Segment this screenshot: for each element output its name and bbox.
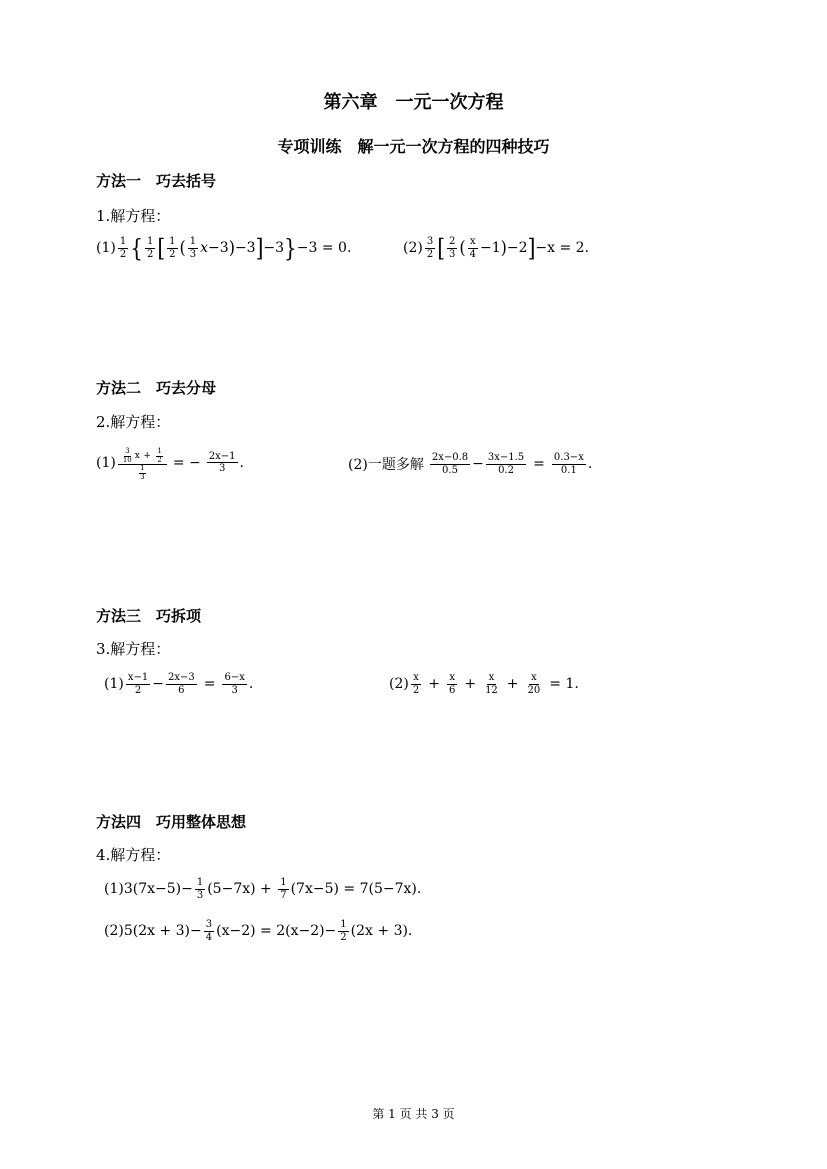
fraction: $\frac{x}{12}$: [485, 672, 498, 696]
sub-prefix: (2)一题多解: [348, 457, 424, 473]
equation-part: (2)5(2x + 3)−: [104, 923, 202, 939]
variable: x: [200, 240, 209, 256]
fraction: $\frac{1}{3}$: [189, 236, 197, 260]
fraction: $\frac{6-x}{3}$: [224, 672, 245, 696]
equals-sign: =: [203, 676, 216, 692]
problem-2-2-equation: [348, 452, 592, 476]
sub-prefix: (1): [104, 676, 124, 692]
minus-sign: −: [472, 456, 484, 472]
right-paren: ): [228, 237, 235, 258]
fraction: $\frac{1}{7}$: [280, 877, 287, 901]
equation-tail: −3 = 0.: [296, 240, 352, 256]
problem-3-label: 3.解方程：: [96, 640, 171, 658]
plus-sign: +: [506, 676, 519, 692]
term: −3: [234, 240, 256, 256]
equals-sign: = −: [172, 454, 201, 471]
fraction: $\frac{1}{2}$: [340, 919, 347, 943]
equals-sign: =: [533, 456, 545, 472]
fraction: $\frac{1}{2}$: [169, 236, 176, 260]
chapter-title: 第六章 一元一次方程: [323, 92, 504, 113]
fraction: $\frac{2x-1}{3}$: [208, 450, 236, 475]
fraction: $\frac{0.3-x}{0.1}$: [553, 452, 584, 476]
fraction: $\frac{1}{2}$: [119, 236, 127, 260]
fraction: $\frac{3}{2}$: [426, 236, 434, 260]
term: −3: [208, 240, 229, 256]
problem-1-label: 1.解方程：: [96, 207, 171, 225]
right-brace: }: [284, 233, 297, 263]
left-brace: {: [130, 233, 143, 263]
plus-sign: +: [428, 676, 440, 692]
problem-4-1-equation: [104, 877, 421, 901]
section-title: 专项训练 解一元一次方程的四种技巧: [277, 137, 550, 156]
left-paren: (: [459, 237, 466, 258]
fraction: $\frac{3x-1.5}{0.2}$: [487, 452, 525, 476]
problem-4-2-equation: [104, 919, 412, 943]
fraction: $\frac{3}{4}$: [205, 919, 213, 943]
term: −1: [480, 240, 501, 256]
fraction: $\frac{x}{20}$: [527, 672, 541, 696]
term: −2: [506, 240, 528, 256]
sub-prefix: (2): [403, 240, 423, 256]
period: .: [239, 454, 244, 471]
problem-1-1-equation: [96, 233, 352, 263]
method-4-heading: 方法四 巧用整体思想: [96, 813, 247, 831]
fraction: $\frac{3}{10}$: [122, 447, 132, 464]
equation-part: (x−2) = 2(x−2)−: [216, 923, 337, 939]
problem-2-1-equation: [96, 444, 244, 482]
problem-1-2-equation: [403, 233, 589, 263]
page-footer: 第 1 页 共 3 页: [372, 1107, 455, 1121]
problem-4-label: 4.解方程：: [96, 846, 171, 864]
equation-tail: −x = 2.: [535, 240, 589, 256]
fraction: $\frac{x}{2}$: [412, 672, 420, 696]
minus-sign: −: [152, 676, 164, 692]
equation-tail: (2x + 3).: [350, 923, 413, 939]
sub-prefix: (1): [96, 454, 116, 471]
problem-3-2-equation: [389, 672, 579, 696]
fraction: $\frac{2x-3}{6}$: [167, 672, 195, 696]
problem-2-label: 2.解方程：: [96, 413, 171, 431]
plus-sign: +: [464, 676, 477, 692]
right-bracket: ]: [255, 233, 264, 263]
fraction: $\frac{x-1}{2}$: [127, 672, 149, 696]
problem-3-1-equation: [104, 672, 253, 696]
left-bracket: [: [437, 233, 446, 263]
equation-part: (5−7x) +: [207, 881, 277, 897]
fraction: $\frac{x}{6}$: [448, 672, 456, 696]
period: .: [587, 456, 593, 472]
equation-tail: (7x−5) = 7(5−7x).: [290, 881, 422, 897]
fraction: $\frac{1}{2}$: [157, 447, 162, 464]
method-3-heading: 方法三 巧拆项: [96, 607, 202, 625]
right-bracket: ]: [527, 233, 536, 263]
sub-prefix: (1): [96, 240, 116, 256]
fraction: $\frac{1}{3}$: [196, 877, 204, 901]
fraction: $\frac{1}{2}$: [146, 236, 154, 260]
sub-prefix: (2): [389, 676, 409, 692]
left-bracket: [: [157, 233, 166, 263]
complex-fraction: $\frac{3}{10}$ x + $\frac{1}{2}$ $\frac{1}{3}$: [118, 444, 167, 482]
fraction: $\frac{1}{3}$: [140, 464, 145, 482]
period: .: [248, 676, 254, 692]
fraction: $\frac{x}{4}$: [469, 236, 477, 260]
left-paren: (: [179, 237, 186, 258]
method-1-heading: 方法一 巧去括号: [96, 172, 217, 190]
equation-part: (1)3(7x−5)−: [104, 881, 193, 897]
right-paren: ): [500, 237, 507, 258]
equation-tail: = 1.: [549, 676, 579, 692]
method-2-heading: 方法二 巧去分母: [96, 379, 217, 397]
fraction: $\frac{2x-0.8}{0.5}$: [431, 452, 469, 476]
fraction: $\frac{2}{3}$: [449, 236, 456, 260]
term: −3: [263, 240, 285, 256]
